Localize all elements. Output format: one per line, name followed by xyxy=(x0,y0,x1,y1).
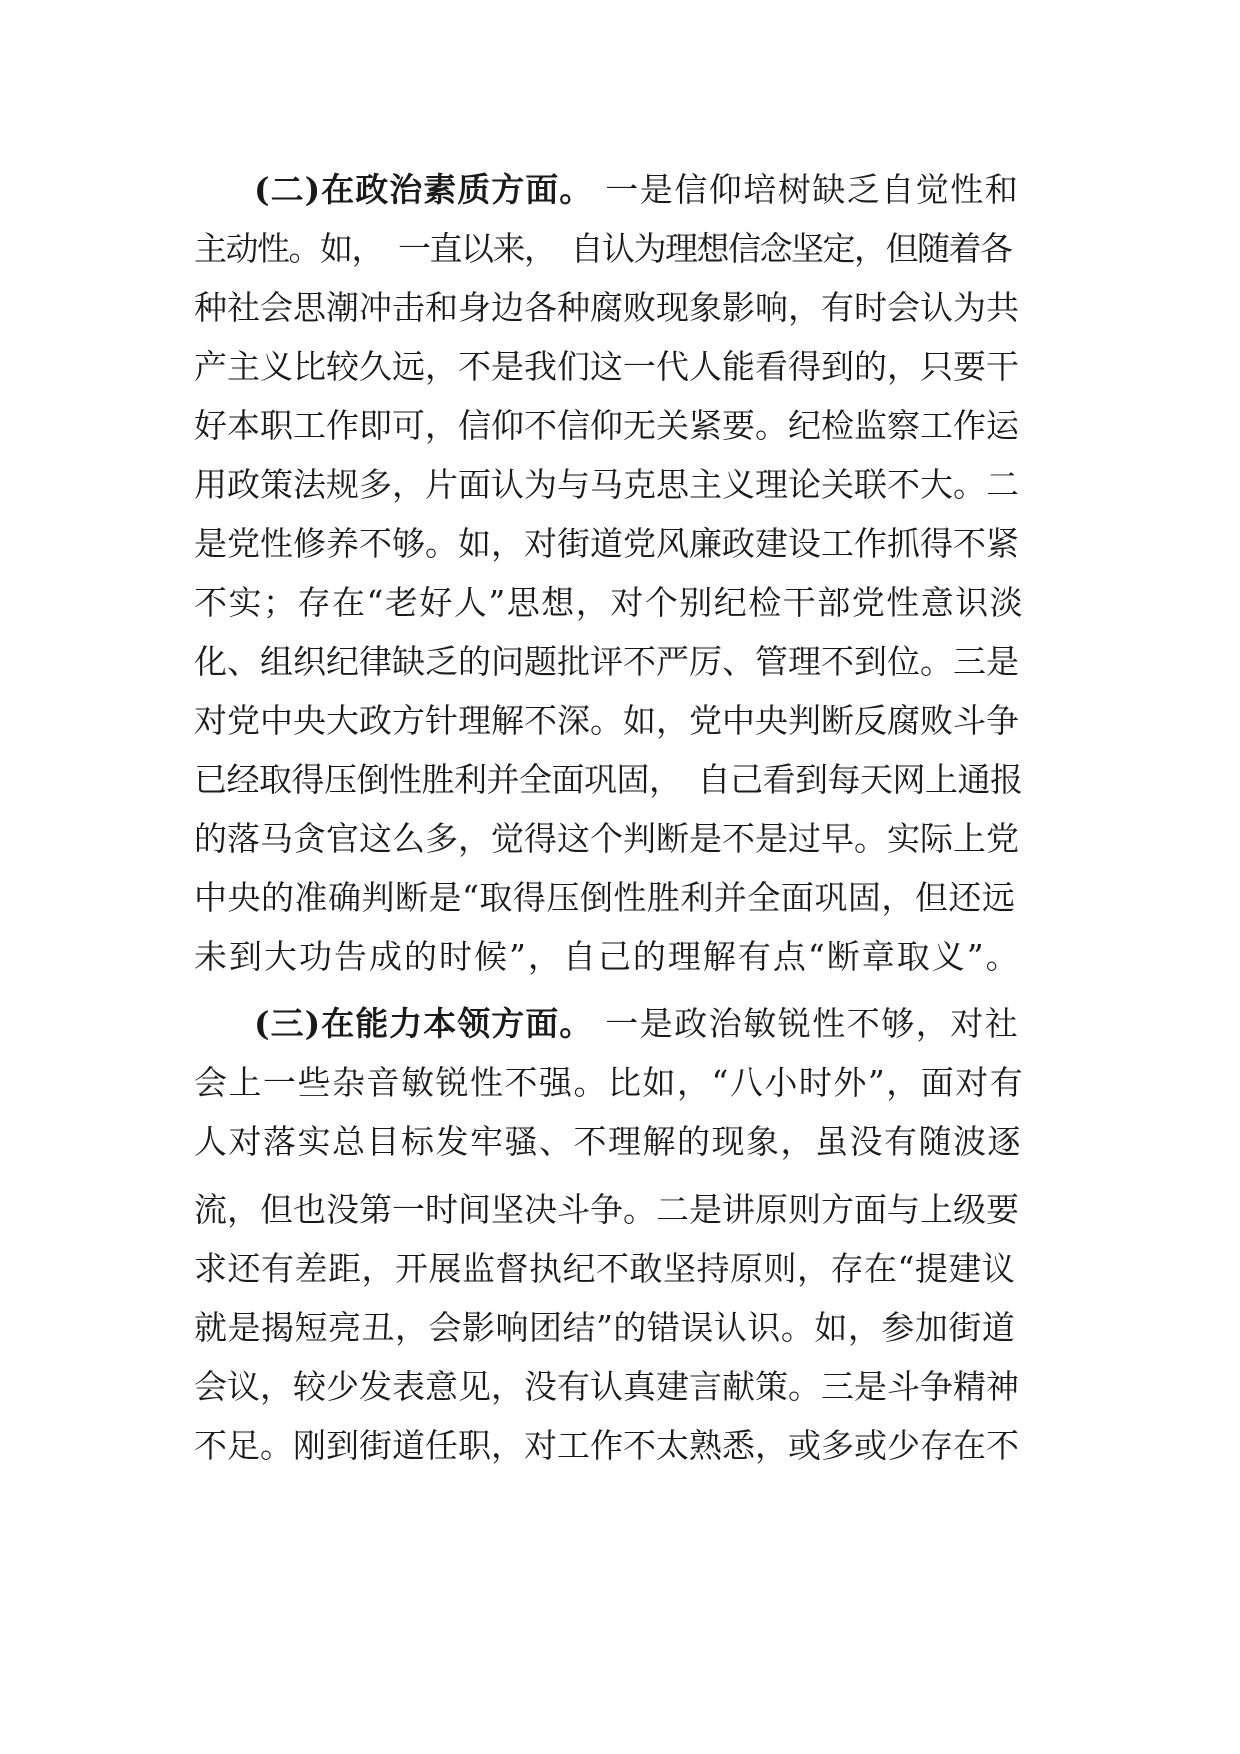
paragraph-line: 会议，较少发表意见，没有认真建言献策。三是斗争精神 xyxy=(194,1367,1019,1406)
paragraph-line: 人对落实总目标发牢骚、不理解的现象，虽没有随波逐 xyxy=(194,1122,1022,1161)
paragraph-line: 不足。刚到街道任职，对工作不太熟悉，或多或少存在不 xyxy=(194,1426,1019,1465)
paragraph-line: 会上一些杂音敏锐性不强。比如，“八小时外”，面对有 xyxy=(194,1063,1025,1102)
paragraph-line: 对党中央大政方针理解不深。如，党中央判断反腐败斗争 xyxy=(194,701,1019,740)
section-heading: (三)在能力本领方面。 xyxy=(254,1004,594,1043)
paragraph-line: 已经取得压倒性胜利并全面巩固， 自己看到每天网上通报 xyxy=(194,760,1023,799)
paragraph-line: 种社会思潮冲击和身边各种腐败现象影响，有时会认为共 xyxy=(194,288,1019,327)
paragraph-line: 未到大功告成的时候”，自己的理解有点“断章取义”。 xyxy=(194,937,1021,976)
paragraph-line: 流，但也没第一时间坚决斗争。二是讲原则方面与上级要 xyxy=(194,1190,1019,1229)
paragraph-line: 的落马贪官这么多，觉得这个判断是不是过早。实际上党 xyxy=(194,819,1019,858)
section-heading: (二)在政治素质方面。 xyxy=(254,170,594,209)
paragraph-line: 化、组织纪律缺乏的问题批评不严厉、管理不到位。三是 xyxy=(194,642,1019,681)
paragraph-line: 是党性修养不够。如，对街道党风廉政建设工作抓得不紧 xyxy=(194,524,1019,563)
paragraph-line: 用政策法规多，片面认为与马克思主义理论关联不大。二 xyxy=(194,465,1019,504)
paragraph-line: 产主义比较久远，不是我们这一代人能看得到的，只要干 xyxy=(194,347,1019,386)
paragraph-line: 就是揭短亮丑，会影响团结”的错误认识。如，参加街道 xyxy=(194,1308,1016,1347)
paragraph-line: 不实；存在“老好人”思想，对个别纪检干部党性意识淡 xyxy=(194,583,1025,622)
paragraph-line: 求还有差距，开展监督执纪不敢坚持原则，存在“提建议 xyxy=(194,1249,1016,1288)
paragraph-line: (二)在政治素质方面。 一是信仰培树缺乏自觉性和 xyxy=(254,170,1020,209)
paragraph-line: 中央的准确判断是“取得压倒性胜利并全面巩固，但还远 xyxy=(194,878,1016,917)
paragraph-line: (三)在能力本领方面。 一是政治敏锐性不够，对社 xyxy=(254,1004,1020,1043)
paragraph-line: 好本职工作即可，信仰不信仰无关紧要。纪检监察工作运 xyxy=(194,406,1019,445)
paragraph-line: 主动性。如， 一直以来， 自认为理想信念坚定，但随着各 xyxy=(194,229,1012,268)
